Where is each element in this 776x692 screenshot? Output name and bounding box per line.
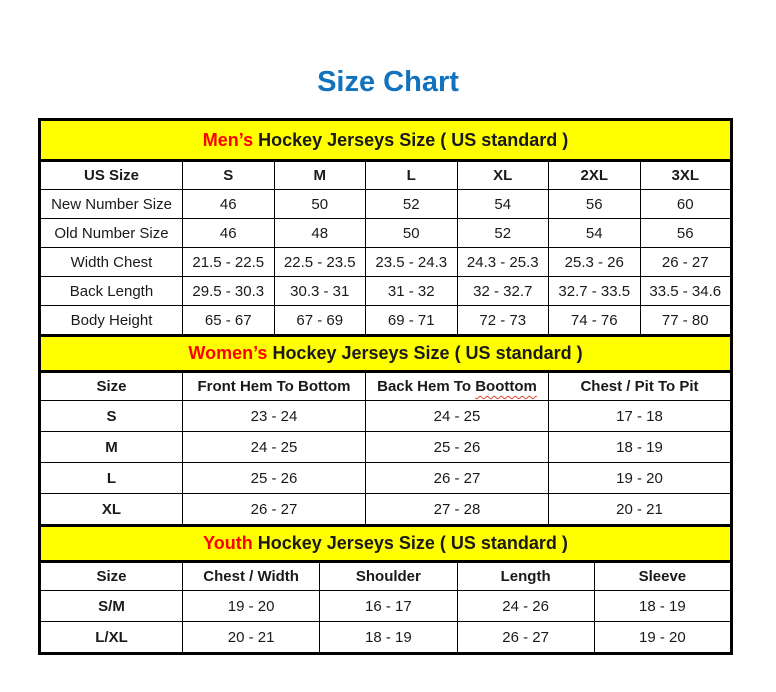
column-header: XL [457, 161, 549, 190]
row-label: L/XL [40, 622, 183, 654]
size-value-cell: 22.5 - 23.5 [274, 248, 366, 277]
table-row [40, 306, 732, 336]
womens-header-row [40, 372, 732, 401]
size-value-cell: 60 [640, 190, 732, 219]
size-value-cell: 50 [366, 219, 458, 248]
youth-banner-row [40, 526, 732, 562]
size-value-cell: 26 - 27 [457, 622, 594, 654]
size-chart-table [38, 118, 733, 655]
size-value-cell: 25.3 - 26 [549, 248, 641, 277]
column-header: S [183, 161, 275, 190]
size-value-cell: 26 - 27 [183, 494, 366, 526]
page-title: Size Chart [317, 66, 459, 98]
size-value-cell: 24 - 26 [457, 591, 594, 622]
womens-banner-row [40, 336, 732, 372]
banner-highlight: Youth [203, 533, 253, 553]
banner-highlight: Women’s [188, 343, 268, 363]
size-value-cell: 19 - 20 [594, 622, 731, 654]
row-label: M [40, 432, 183, 463]
column-header: Length [457, 562, 594, 591]
column-header: L [366, 161, 458, 190]
row-label: New Number Size [40, 190, 183, 219]
size-value-cell: 77 - 80 [640, 306, 732, 336]
size-chart-container [38, 118, 733, 655]
column-header: Size [40, 562, 183, 591]
youth-banner [40, 526, 732, 562]
size-value-cell: 69 - 71 [366, 306, 458, 336]
size-value-cell: 19 - 20 [183, 591, 320, 622]
row-label: XL [40, 494, 183, 526]
mens-banner-row [40, 120, 732, 161]
size-value-cell: 54 [549, 219, 641, 248]
size-value-cell: 18 - 19 [320, 622, 457, 654]
column-header [366, 372, 549, 401]
row-label: S [40, 401, 183, 432]
column-header: Shoulder [320, 562, 457, 591]
size-value-cell: 50 [274, 190, 366, 219]
size-value-cell: 23.5 - 24.3 [366, 248, 458, 277]
row-label: Back Length [40, 277, 183, 306]
womens-banner [40, 336, 732, 372]
column-header: 2XL [549, 161, 641, 190]
banner-text: Hockey Jerseys Size ( US standard ) [252, 533, 568, 553]
table-row [40, 591, 732, 622]
table-row [40, 219, 732, 248]
size-value-cell: 72 - 73 [457, 306, 549, 336]
size-value-cell: 33.5 - 34.6 [640, 277, 732, 306]
size-value-cell: 24 - 25 [366, 401, 549, 432]
size-value-cell: 48 [274, 219, 366, 248]
size-value-cell: 16 - 17 [320, 591, 457, 622]
row-label: Body Height [40, 306, 183, 336]
table-row [40, 494, 732, 526]
size-value-cell: 20 - 21 [183, 622, 320, 654]
size-value-cell: 26 - 27 [640, 248, 732, 277]
size-value-cell: 46 [183, 219, 275, 248]
column-header: Chest / Pit To Pit [549, 372, 732, 401]
size-value-cell: 24.3 - 25.3 [457, 248, 549, 277]
column-header: US Size [40, 161, 183, 190]
size-value-cell: 17 - 18 [549, 401, 732, 432]
size-value-cell: 29.5 - 30.3 [183, 277, 275, 306]
size-value-cell: 31 - 32 [366, 277, 458, 306]
size-value-cell: 25 - 26 [366, 432, 549, 463]
size-value-cell: 32 - 32.7 [457, 277, 549, 306]
column-header: Chest / Width [183, 562, 320, 591]
size-value-cell: 52 [366, 190, 458, 219]
size-value-cell: 65 - 67 [183, 306, 275, 336]
size-value-cell: 32.7 - 33.5 [549, 277, 641, 306]
column-header: Sleeve [594, 562, 731, 591]
size-value-cell: 19 - 20 [549, 463, 732, 494]
mens-banner [40, 120, 732, 161]
row-label: Old Number Size [40, 219, 183, 248]
table-row [40, 432, 732, 463]
size-value-cell: 25 - 26 [183, 463, 366, 494]
size-value-cell: 74 - 76 [549, 306, 641, 336]
row-label: L [40, 463, 183, 494]
banner-highlight: Men’s [202, 129, 254, 150]
column-header: 3XL [640, 161, 732, 190]
size-value-cell: 56 [640, 219, 732, 248]
size-value-cell: 30.3 - 31 [274, 277, 366, 306]
size-value-cell: 56 [549, 190, 641, 219]
banner-text: Hockey Jerseys Size ( US standard ) [253, 129, 569, 150]
mens-header-row [40, 161, 732, 190]
size-value-cell: 67 - 69 [274, 306, 366, 336]
size-value-cell: 24 - 25 [183, 432, 366, 463]
table-row [40, 277, 732, 306]
row-label: S/M [40, 591, 183, 622]
size-chart-body [40, 120, 732, 654]
table-row [40, 248, 732, 277]
row-label: Width Chest [40, 248, 183, 277]
size-value-cell: 21.5 - 22.5 [183, 248, 275, 277]
size-value-cell: 46 [183, 190, 275, 219]
table-row [40, 401, 732, 432]
size-value-cell: 20 - 21 [549, 494, 732, 526]
banner-text: Hockey Jerseys Size ( US standard ) [267, 343, 583, 363]
column-header: M [274, 161, 366, 190]
size-value-cell: 23 - 24 [183, 401, 366, 432]
size-value-cell: 52 [457, 219, 549, 248]
column-header-text: Back Hem To [377, 378, 476, 395]
youth-header-row [40, 562, 732, 591]
size-value-cell: 54 [457, 190, 549, 219]
column-header: Front Hem To Bottom [183, 372, 366, 401]
table-row [40, 463, 732, 494]
misspelled-word: Boottom [475, 378, 537, 395]
size-value-cell: 26 - 27 [366, 463, 549, 494]
column-header: Size [40, 372, 183, 401]
table-row [40, 622, 732, 654]
size-value-cell: 18 - 19 [594, 591, 731, 622]
size-value-cell: 27 - 28 [366, 494, 549, 526]
table-row [40, 190, 732, 219]
size-value-cell: 18 - 19 [549, 432, 732, 463]
